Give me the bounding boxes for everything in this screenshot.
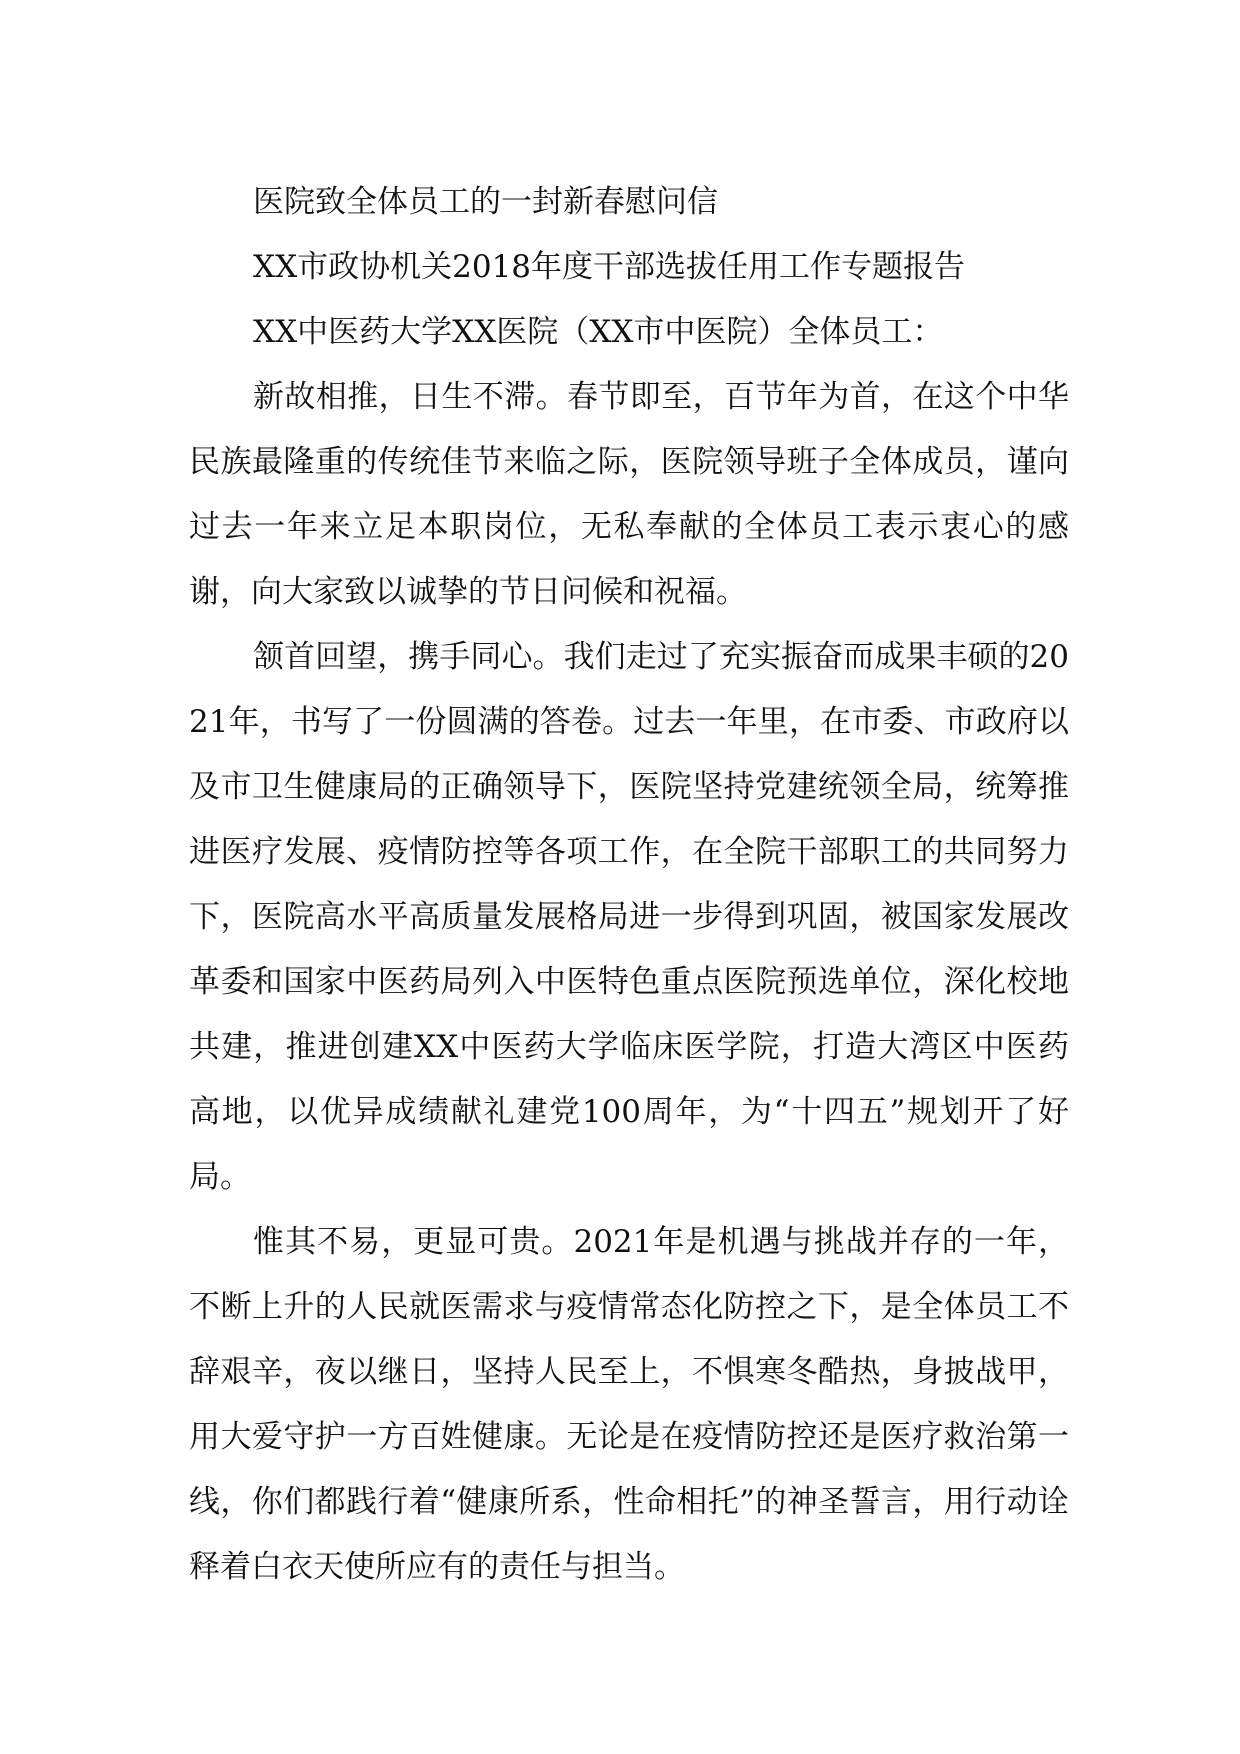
paragraph-greeting: 新故相推，日生不滞。春节即至，百节年为首，在这个中华民族最隆重的传统佳节来临之际，医院领导班子全体成员，谨向过去一年来立足本职岗位，无私奉献的全体员工表示衷心的感谢，向大家致以诚挚的节日问候和祝福。 xyxy=(189,379,1069,610)
letter-body xyxy=(189,170,1069,1600)
paragraph-review: 颔首回望，携手同心。我们走过了充实振奋而成果丰硕的2021年，书写了一份圆满的答卷。过去一年里，在市委、市政府以及市卫生健康局的正确领导下，医院坚持党建统领全局，统筹推进医疗发展、疫情防控等各项工作，在全院干部职工的共同努力下，医院高水平高质量发展格局进一步得到巩固，被国家发展改革委和国家中医药局列入中医特色重点医院预选单位，深化校地共建，推进创建XX中医药大学临床医学院，打造大湾区中医药高地，以优异成绩献礼建党100周年，为“十四五”规划开了好局。 xyxy=(189,639,1069,1195)
salutation: XX中医药大学XX医院（XX市中医院）全体员工： xyxy=(253,314,944,350)
paragraph-gratitude: 惟其不易，更显可贵。2021年是机遇与挑战并存的一年，不断上升的人民就医需求与疫情常态化防控之下，是全体员工不辞艰辛，夜以继日，坚持人民至上，不惧寒冬酷热，身披战甲，用大爱守护一方百姓健康。无论是在疫情防控还是医疗救治第一线，你们都践行着“健康所系，性命相托”的神圣誓言，用行动诠释着白衣天使所应有的责任与担当。 xyxy=(189,1224,1069,1585)
report-subtitle: XX市政协机关2018年度干部选拔任用工作专题报告 xyxy=(253,249,966,285)
letter-title: 医院致全体员工的一封新春慰问信 xyxy=(253,184,718,220)
